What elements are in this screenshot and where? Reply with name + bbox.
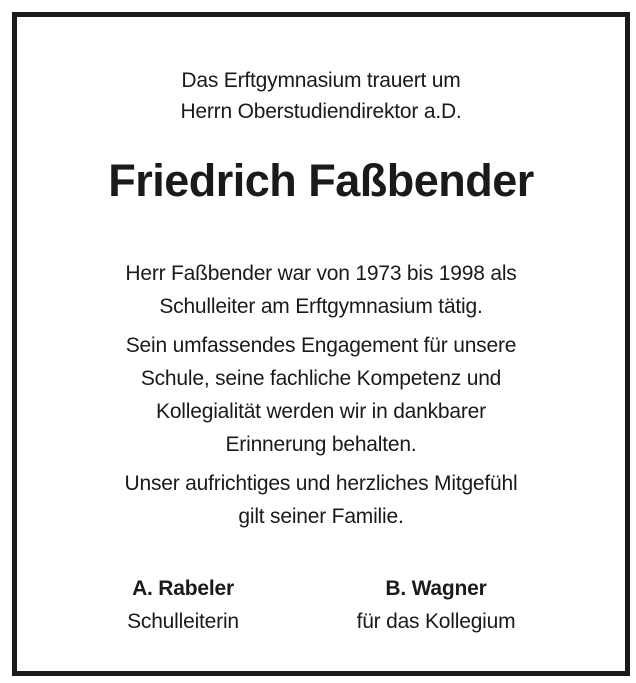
body-line: Sein umfassendes Engagement für unsere: [125, 334, 517, 357]
obituary-notice: [12, 12, 630, 676]
body-line: Schule, seine fachliche Kompetenz und: [140, 367, 502, 390]
body-line: Schulleiter am Erftgymnasium tätig.: [159, 295, 483, 318]
body-line: Kollegialität werden wir in dankbarer: [156, 400, 486, 423]
body-line: Erinnerung behalten.: [225, 433, 417, 456]
body-line: gilt seiner Familie.: [238, 505, 404, 528]
signature-name: A. Rabeler: [132, 577, 234, 600]
intro-line: Herrn Oberstudiendirektor a.D.: [180, 100, 462, 123]
body-line: Unser aufrichtiges und herzliches Mitgefühl: [124, 472, 518, 495]
intro-text: [17, 65, 625, 127]
signature-principal: [99, 572, 267, 638]
signature-faculty: [327, 572, 545, 638]
intro-line: Das Erftgymnasium trauert um: [181, 69, 461, 92]
obituary-body: [17, 251, 625, 539]
signature-role: für das Kollegium: [356, 610, 516, 633]
body-line: Herr Faßbender war von 1973 bis 1998 als: [125, 262, 517, 285]
signature-role: Schulleiterin: [127, 610, 239, 633]
deceased-name: Friedrich Faßbender: [108, 155, 534, 206]
signature-name: B. Wagner: [385, 577, 487, 600]
